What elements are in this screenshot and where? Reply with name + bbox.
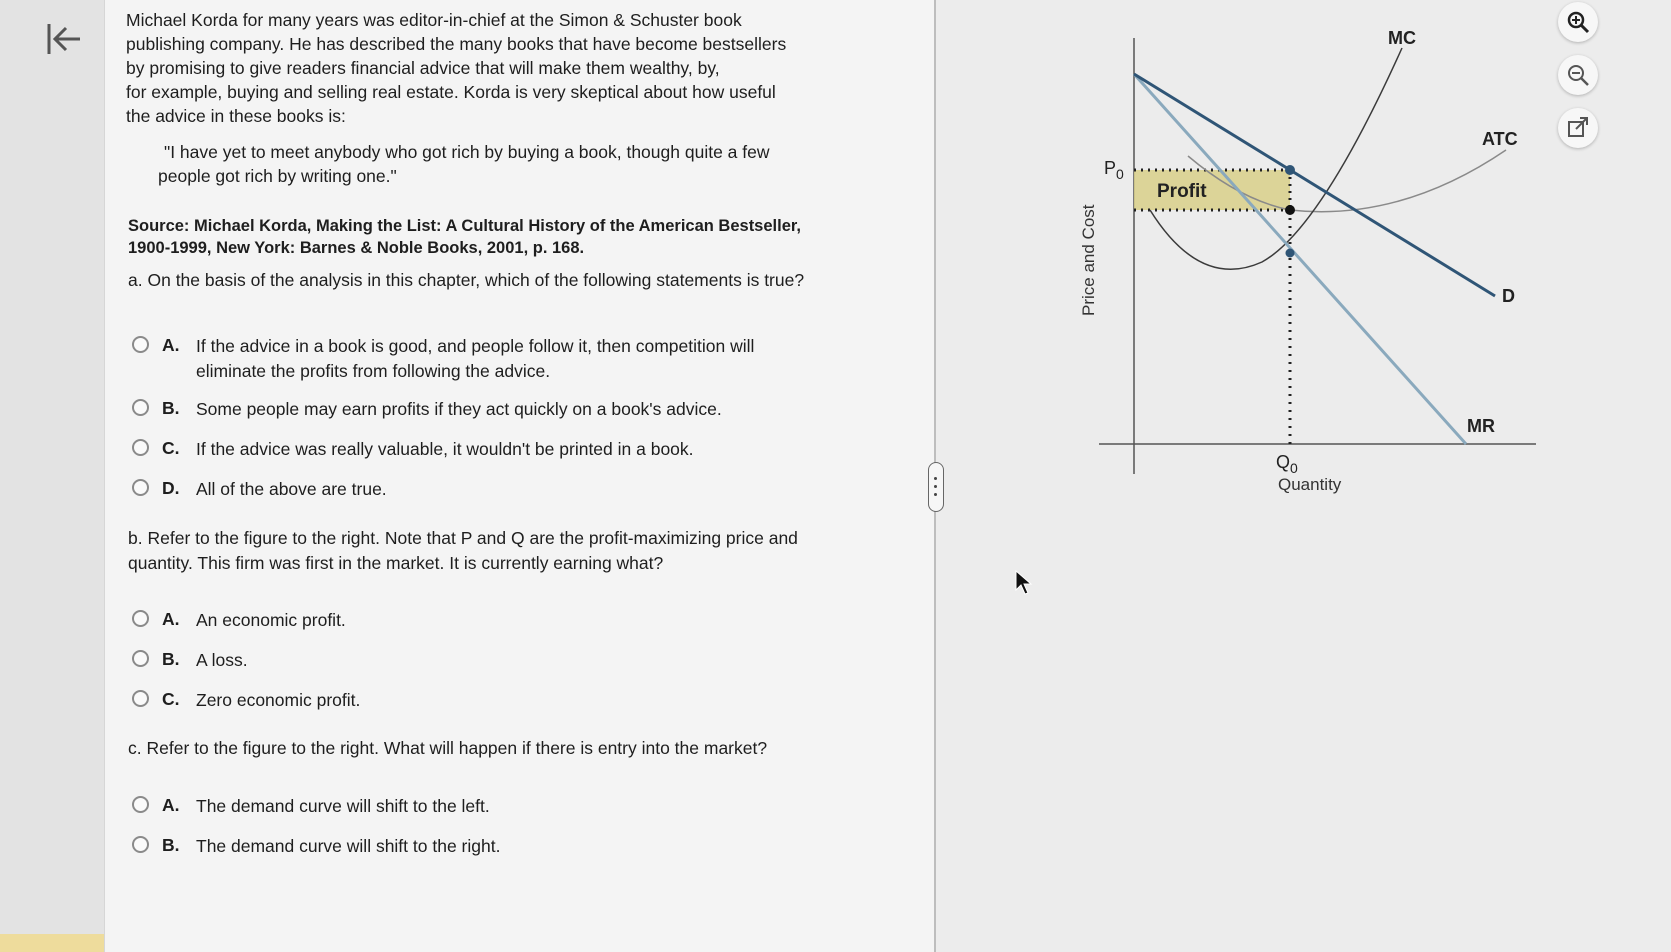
quantity-label-main: Q <box>1276 452 1291 472</box>
quantity-axis-tick-label <box>1276 452 1298 476</box>
intro-line-2: publishing company. He has described the many books that have become bestsellers <box>126 34 787 54</box>
part-b-option-b[interactable] <box>130 646 890 672</box>
zoom-out-button[interactable] <box>1558 55 1598 95</box>
source-line-1: Source: Michael Korda, Making the List: A Cultural History of the American Bestseller, <box>128 217 801 235</box>
atc-label: ATC <box>1482 129 1518 149</box>
intro-line-1: Michael Korda for many years was editor-in-chief at the Simon & Schuster book <box>126 10 742 30</box>
option-letter: D. <box>162 478 180 498</box>
part-b-option-a[interactable] <box>130 606 890 632</box>
part-a-prefix: a. <box>128 270 143 290</box>
part-c-option-a[interactable] <box>130 792 890 818</box>
radio-button[interactable] <box>132 479 149 496</box>
radio-button[interactable] <box>132 690 149 707</box>
left-gutter <box>0 0 104 952</box>
mc-curve <box>1150 48 1402 269</box>
part-a-question <box>128 268 908 293</box>
part-a-text: On the basis of the analysis in this chapter, which of the following statements is true? <box>147 270 805 290</box>
atc-point <box>1285 205 1295 215</box>
mc-mr-intersection-point <box>1286 249 1295 258</box>
radio-button[interactable] <box>132 650 149 667</box>
mc-label: MC <box>1388 28 1416 48</box>
quote-line-1: "I have yet to meet anybody who got rich by buying a book, though quite a few <box>164 142 770 162</box>
part-a-option-d[interactable] <box>130 475 890 501</box>
part-c-text: Refer to the figure to the right. What will happen if there is entry into the market? <box>146 738 768 758</box>
option-text: If the advice was really valuable, it wouldn't be printed in a book. <box>196 439 694 459</box>
option-text: Some people may earn profits if they act quickly on a book's advice. <box>196 399 722 419</box>
radio-button[interactable] <box>132 439 149 456</box>
option-text-line-1: If the advice in a book is good, and people follow it, then competition will <box>196 336 755 356</box>
panel-resize-handle[interactable] <box>928 462 944 512</box>
quote-line-2: people got rich by writing one." <box>158 166 397 186</box>
profit-label: Profit <box>1157 181 1207 202</box>
radio-button[interactable] <box>132 796 149 813</box>
mr-label: MR <box>1467 416 1495 436</box>
intro-line-4: for example, buying and selling real estate. Korda is very skeptical about how useful <box>126 82 776 102</box>
option-letter: A. <box>162 609 180 629</box>
part-b-option-c[interactable] <box>130 686 890 712</box>
collapse-back-button[interactable] <box>44 20 86 62</box>
option-text <box>196 334 876 383</box>
part-c-question <box>128 736 908 761</box>
intro-line-3: by promising to give readers financial advice that will make them wealthy, by, <box>126 58 720 78</box>
option-text: All of the above are true. <box>196 479 387 499</box>
source-citation <box>128 215 908 259</box>
option-letter: B. <box>162 835 180 855</box>
part-b-line-1: Refer to the figure to the right. Note that P and Q are the profit-maximizing price and <box>147 528 798 548</box>
x-axis-title: Quantity <box>1278 475 1342 494</box>
part-c-option-b[interactable] <box>130 832 890 858</box>
zoom-out-icon <box>1566 63 1590 87</box>
zoom-in-icon <box>1566 10 1590 34</box>
mouse-cursor-icon <box>1015 570 1033 596</box>
external-link-button[interactable] <box>1558 108 1598 148</box>
radio-button[interactable] <box>132 610 149 627</box>
option-text-line-2: eliminate the profits from following the advice. <box>196 360 551 381</box>
external-link-icon <box>1566 116 1590 140</box>
part-b-question <box>128 526 908 575</box>
price-label-main: P <box>1104 158 1117 178</box>
option-text: Zero economic profit. <box>196 690 361 710</box>
demand-label: D <box>1502 286 1515 306</box>
option-letter: A. <box>162 795 180 815</box>
part-b-prefix: b. <box>128 528 143 548</box>
part-c-prefix: c. <box>128 738 142 758</box>
option-letter: C. <box>162 689 180 709</box>
arrow-left-bar-icon <box>44 20 84 60</box>
option-letter: A. <box>162 335 180 355</box>
option-letter: B. <box>162 398 180 418</box>
option-text: A loss. <box>196 650 248 670</box>
option-text: The demand curve will shift to the right. <box>196 836 501 856</box>
gutter-tab <box>0 934 104 952</box>
part-a-option-b[interactable] <box>130 395 890 421</box>
option-text: The demand curve will shift to the left. <box>196 796 490 816</box>
part-a-option-c[interactable] <box>130 435 890 461</box>
option-text: An economic profit. <box>196 610 346 630</box>
demand-price-point <box>1285 165 1295 175</box>
radio-button[interactable] <box>132 399 149 416</box>
zoom-in-button[interactable] <box>1558 2 1598 42</box>
price-label-sub: 0 <box>1116 166 1124 182</box>
monopolistic-competition-figure <box>1060 20 1540 500</box>
y-axis-title: Price and Cost <box>1079 204 1098 316</box>
intro-line-5: the advice in these books is: <box>126 106 346 126</box>
radio-button[interactable] <box>132 836 149 853</box>
part-b-line-2: quantity. This firm was first in the market. It is currently earning what? <box>128 552 664 573</box>
price-axis-label <box>1104 158 1124 182</box>
option-letter: B. <box>162 649 180 669</box>
quantity-label-sub: 0 <box>1290 460 1298 476</box>
source-line-2: 1900-1999, New York: Barnes & Noble Books, 2001, p. 168. <box>128 239 585 257</box>
option-letter: C. <box>162 438 180 458</box>
part-a-option-a[interactable] <box>130 332 890 382</box>
radio-button[interactable] <box>132 336 149 353</box>
mr-curve <box>1134 74 1466 444</box>
